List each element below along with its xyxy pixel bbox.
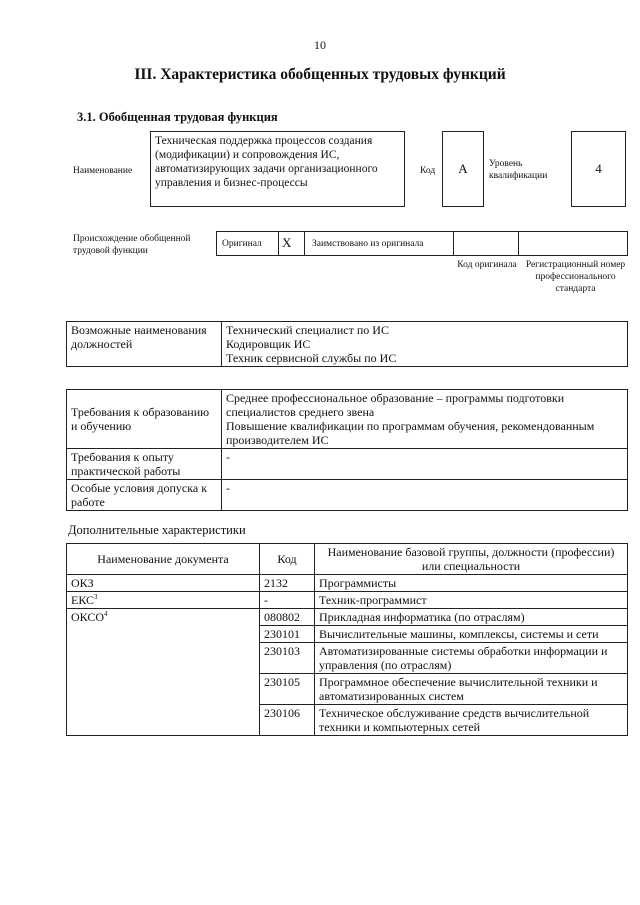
- okso-doc-text: ОКСО: [71, 610, 105, 624]
- okso-name-4: Программное обеспечение вычислительной техники и автоматизированных систем: [315, 674, 628, 705]
- okso-name-3: Автоматизированные системы обработки информации и управления (по отраслям): [315, 643, 628, 674]
- positions-label: Возможные наименования должностей: [67, 322, 222, 367]
- requirements-table: [66, 389, 628, 511]
- original-mark: X: [282, 235, 292, 250]
- experience-value: -: [222, 449, 628, 480]
- reg-number-label: Регистрационный номер профессионального стандарта: [525, 260, 626, 294]
- okso-code-1: 080802: [260, 609, 315, 626]
- name-value: Техническая поддержка процессов создания (модификации) и сопровождения ИС, автоматизирующих задачи организационного управления и бизнес-процессы: [155, 135, 378, 189]
- table-row: [67, 609, 628, 626]
- education-value: [222, 390, 628, 449]
- okso-code-5: 230106: [260, 705, 315, 736]
- conditions-label: Особые условия допуска к работе: [67, 480, 222, 511]
- table-row: [67, 575, 628, 592]
- education-value-1: Среднее профессиональное образование – программы подготовки специалистов среднего звена: [226, 391, 565, 419]
- origin-divider-3: [453, 231, 454, 256]
- header-doc: Наименование документа: [67, 544, 260, 575]
- positions-values: [222, 322, 628, 367]
- section-title: III. Характеристика обобщенных трудовых функций: [134, 66, 506, 83]
- origin-divider-2: [304, 231, 305, 256]
- header-code: Код: [260, 544, 315, 575]
- subsection-title: 3.1. Обобщенная трудовая функция: [77, 110, 278, 124]
- code-value-box: [442, 131, 484, 207]
- code-value: A: [458, 161, 468, 176]
- additional-section-label: Дополнительные характеристики: [68, 523, 246, 537]
- okso-code-2: 230101: [260, 626, 315, 643]
- okso-footnote: 4: [104, 610, 108, 618]
- header-name: Наименование базовой группы, должности (профессии) или специальности: [315, 544, 628, 575]
- position-3: Техник сервисной службы по ИС: [226, 351, 397, 365]
- page-number: 10: [314, 38, 326, 52]
- name-value-box: [150, 131, 405, 207]
- level-label: Уровень квалификации: [489, 159, 548, 181]
- experience-label: Требования к опыту практической работы: [67, 449, 222, 480]
- eks-name: Техник-программист: [315, 592, 628, 609]
- conditions-value: -: [222, 480, 628, 511]
- positions-table: [66, 321, 628, 367]
- okso-name-1: Прикладная информатика (по отраслям): [315, 609, 628, 626]
- okz-name: Программисты: [315, 575, 628, 592]
- code-label: Код: [420, 166, 436, 176]
- okso-code-4: 230105: [260, 674, 315, 705]
- position-2: Кодировщик ИС: [226, 337, 311, 351]
- position-1: Технический специалист по ИС: [226, 323, 389, 337]
- origin-divider-4: [518, 231, 519, 256]
- level-value: 4: [595, 161, 602, 176]
- level-value-box: [571, 131, 626, 207]
- okso-name-2: Вычислительные машины, комплексы, системы и сети: [315, 626, 628, 643]
- eks-code: -: [260, 592, 315, 609]
- additional-table: [66, 543, 628, 736]
- eks-footnote: 3: [94, 593, 98, 601]
- table-row: [67, 592, 628, 609]
- okso-doc: [67, 609, 260, 736]
- okso-code-3: 230103: [260, 643, 315, 674]
- eks-doc-text: ЕКС: [71, 593, 95, 607]
- origin-divider-1: [278, 231, 279, 256]
- education-label: Требования к образованию и обучению: [67, 390, 222, 449]
- code-original-label: Код оригинала: [457, 260, 517, 270]
- borrowed-label: Заимствовано из оригинала: [312, 239, 424, 249]
- okso-name-5: Техническое обслуживание средств вычислительной техники и компьютерных сетей: [315, 705, 628, 736]
- original-label: Оригинал: [222, 239, 262, 249]
- eks-doc: [67, 592, 260, 609]
- name-label: Наименование: [73, 166, 133, 176]
- education-value-2: Повышение квалификации по программам обучения, рекомендованным производителем ИС: [226, 419, 595, 447]
- okz-code: 2132: [260, 575, 315, 592]
- origin-label: Происхождение обобщенной трудовой функции: [73, 234, 191, 256]
- okz-doc: ОКЗ: [67, 575, 260, 592]
